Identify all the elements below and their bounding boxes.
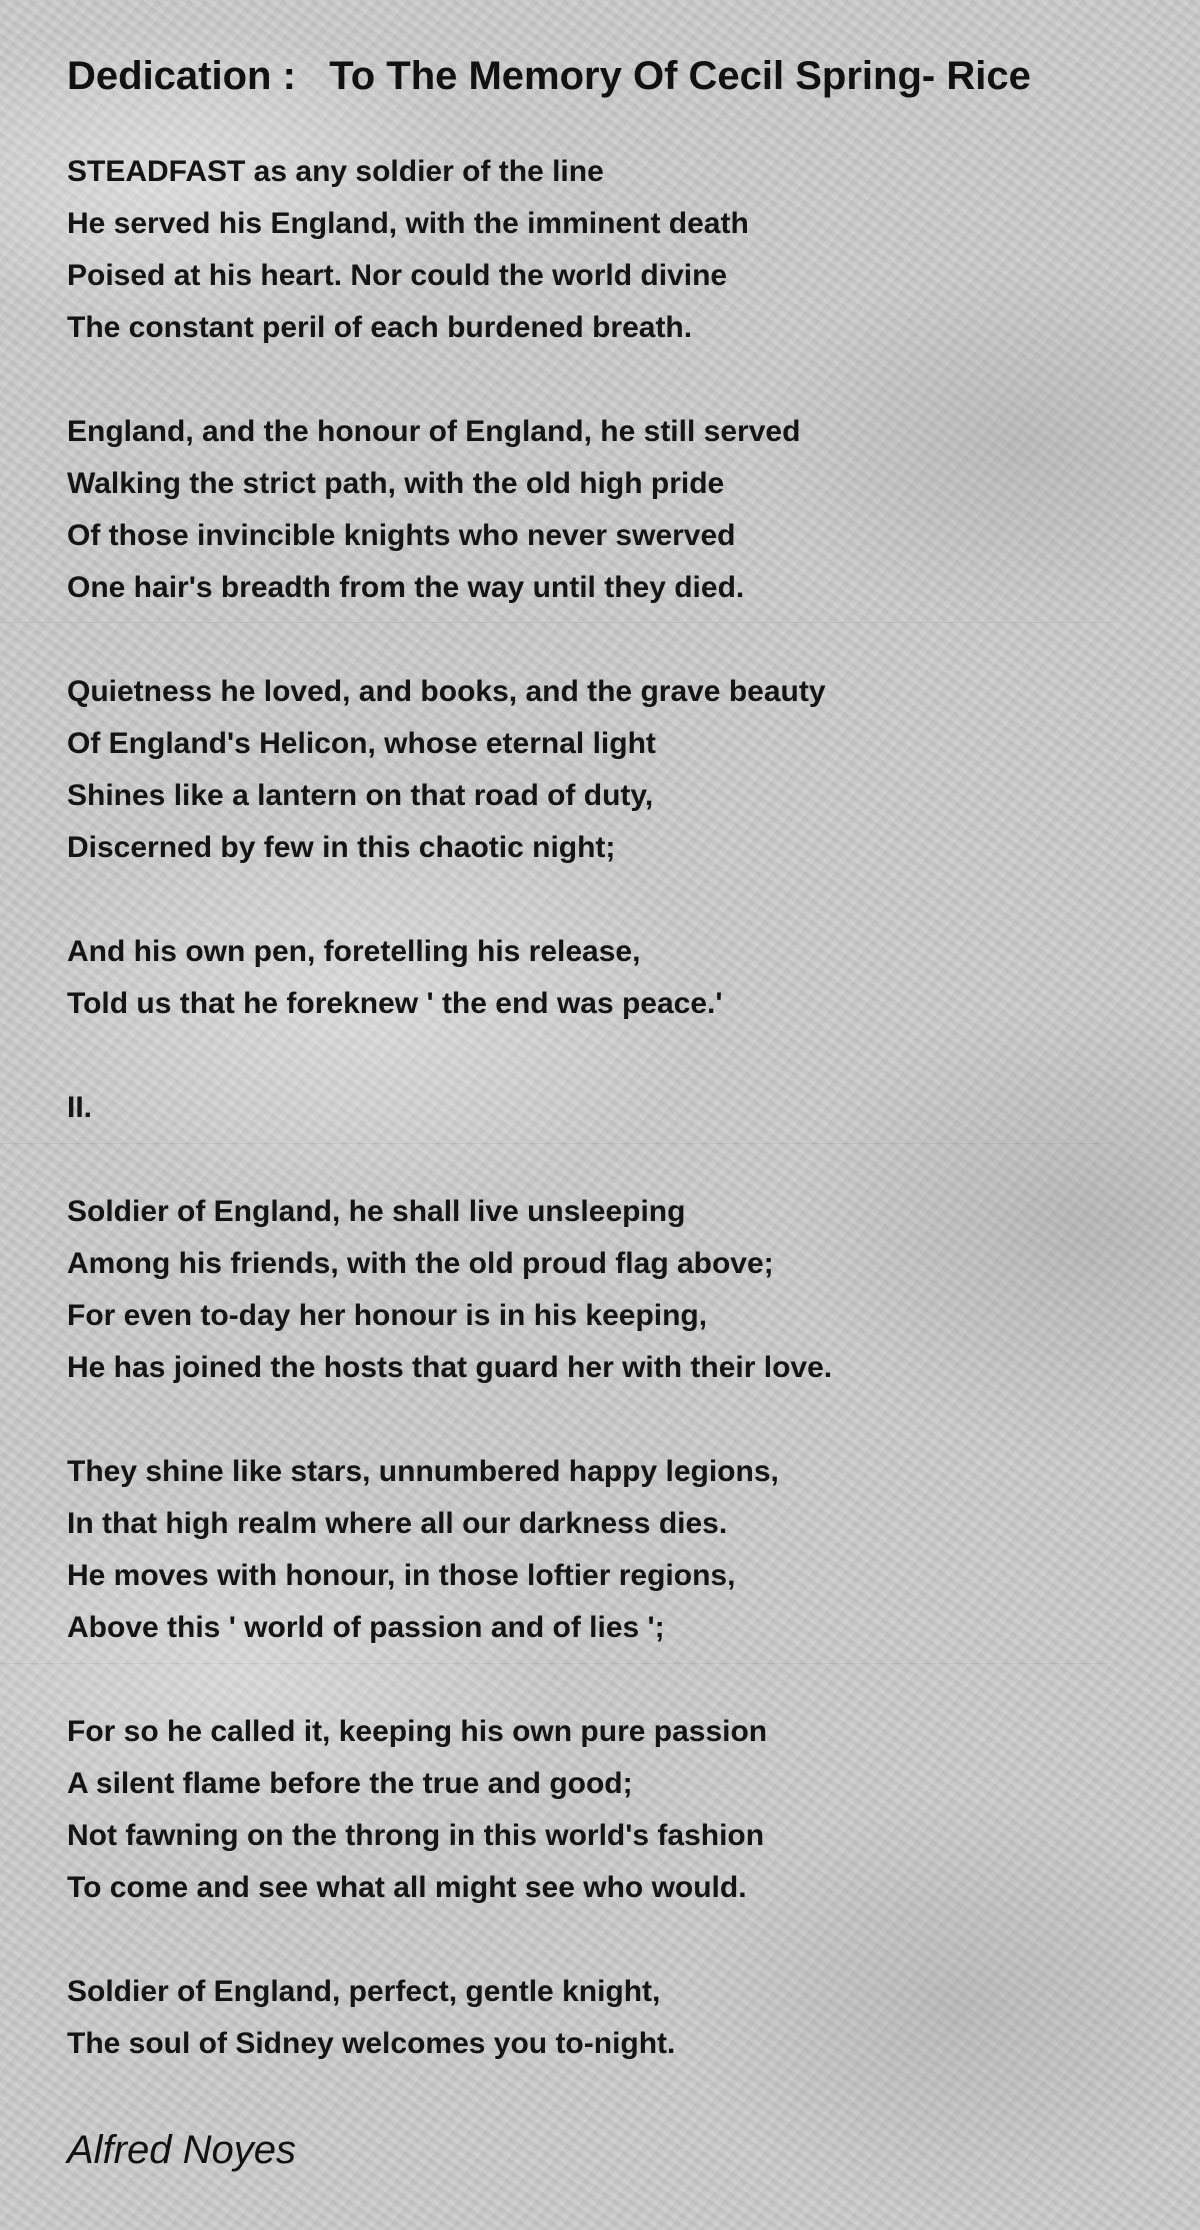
poem-line: Walking the strict path, with the old high pride	[67, 467, 725, 500]
poem-line: For so he called it, keeping his own pure passion	[67, 1715, 768, 1748]
poem-title: Dedication : To The Memory Of Cecil Spring- Rice	[67, 54, 1031, 98]
poem-card	[67, 48, 1127, 2178]
poem-line: Discerned by few in this chaotic night;	[67, 831, 616, 864]
poem-line: II.	[67, 1091, 93, 1124]
poem-stanza	[67, 1966, 1127, 2070]
poem-body	[67, 146, 1127, 2070]
poem-stanza	[67, 146, 1127, 354]
poem-stanza	[67, 406, 1127, 614]
poem-line: The soul of Sidney welcomes you to-night.	[67, 2027, 676, 2060]
poem-line: Quietness he loved, and books, and the grave beauty	[67, 675, 826, 708]
poem-stanza	[67, 1706, 1127, 1914]
poem-line: Told us that he foreknew ' the end was peace.'	[67, 987, 723, 1020]
poem-stanza	[67, 1446, 1127, 1654]
poem-stanza	[67, 926, 1127, 1030]
poem-line: For even to-day her honour is in his keeping,	[67, 1299, 708, 1332]
poem-line: Soldier of England, he shall live unsleeping	[67, 1195, 686, 1228]
poem-line: They shine like stars, unnumbered happy legions,	[67, 1455, 779, 1488]
poem-line: England, and the honour of England, he still served	[67, 415, 801, 448]
poem-line: The constant peril of each burdened breath.	[67, 311, 693, 344]
poem-line: He has joined the hosts that guard her with their love.	[67, 1351, 833, 1384]
poem-line: Poised at his heart. Nor could the world divine	[67, 259, 728, 292]
poem-line: He moves with honour, in those loftier regions,	[67, 1559, 736, 1592]
poem-stanza	[67, 1186, 1127, 1394]
poem-line: To come and see what all might see who would.	[67, 1871, 747, 1904]
poem-line: Above this ' world of passion and of lies ';	[67, 1611, 665, 1644]
poem-line: Of those invincible knights who never swerved	[67, 519, 736, 552]
poem-line: Soldier of England, perfect, gentle knight,	[67, 1975, 661, 2008]
poem-line: In that high realm where all our darkness dies.	[67, 1507, 728, 1540]
poem-stanza	[67, 666, 1127, 874]
poem-line: And his own pen, foretelling his release,	[67, 935, 641, 968]
poem-line: A silent flame before the true and good;	[67, 1767, 633, 1800]
poem-author: Alfred Noyes	[67, 2128, 296, 2172]
poem-line: Shines like a lantern on that road of duty,	[67, 779, 654, 812]
poem-line: Of England's Helicon, whose eternal light	[67, 727, 656, 760]
poem-line: Among his friends, with the old proud flag above;	[67, 1247, 774, 1280]
poem-line: STEADFAST as any soldier of the line	[67, 155, 604, 188]
poem-stanza	[67, 1082, 1127, 1134]
poem-line: Not fawning on the throng in this world's fashion	[67, 1819, 765, 1852]
poem-line: He served his England, with the imminent death	[67, 207, 749, 240]
poem-line: One hair's breadth from the way until they died.	[67, 571, 745, 604]
